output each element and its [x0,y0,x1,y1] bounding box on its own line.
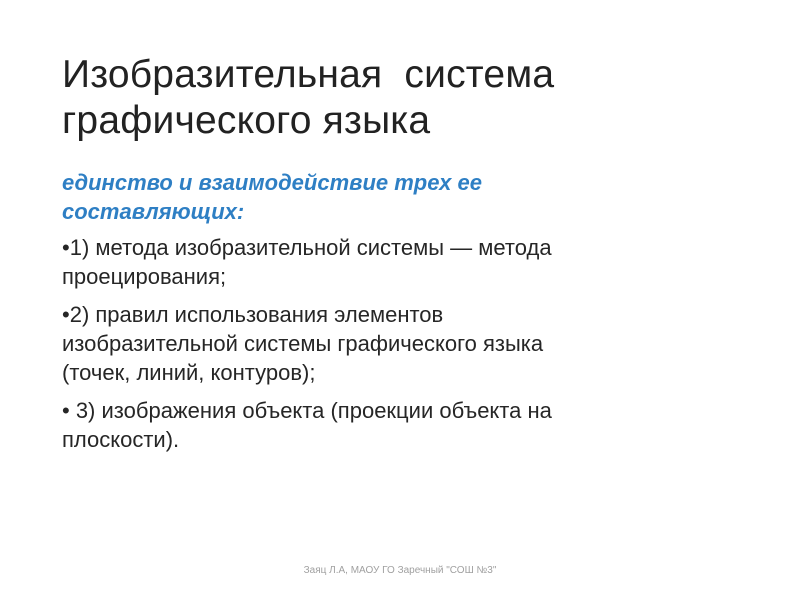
bullet-line: •1) метода изобразительной системы — метода [62,235,552,260]
subtitle [62,168,742,226]
footer-credit: Заяц Л.А, МАОУ ГО Заречный "СОШ №3" [303,565,497,576]
bullet-line: изобразительной системы графического языка [62,331,544,356]
bullet-item-1 [62,233,742,291]
bullet-line: плоскости). [62,427,180,452]
bullet-item-2 [62,300,742,387]
slide-title [62,52,762,144]
bullet-line: • 3) изображения объекта (проекции объекта на [62,398,552,423]
subtitle-line-2: составляющих: [62,199,245,224]
subtitle-line-1: единство и взаимодействие трех ее [62,170,482,195]
bullet-line: (точек, линий, контуров); [62,360,316,385]
bullet-line: проецирования; [62,264,227,289]
title-line-1: Изобразительная система [62,53,555,96]
bullet-item-3 [62,396,742,454]
bullet-line: •2) правил использования элементов [62,302,444,327]
title-line-2: графического языка [62,99,431,142]
slide-content [62,168,742,463]
